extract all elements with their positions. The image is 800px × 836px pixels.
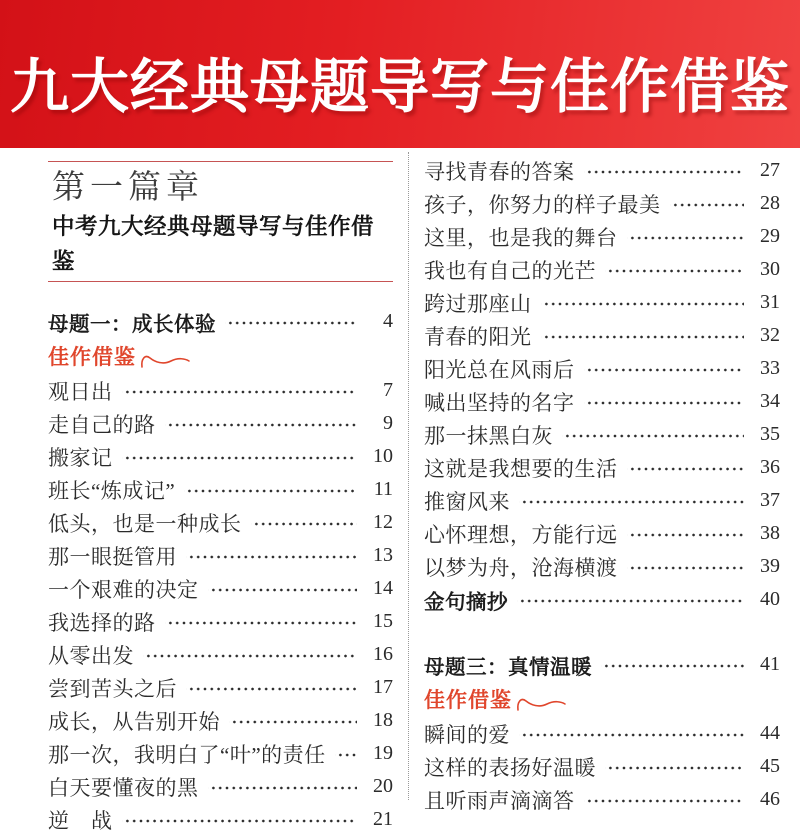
page-number: 16 [373, 643, 393, 665]
toc-entry-title: 心怀理想，方能行远 [424, 522, 618, 547]
toc-entry-title: 尝到苦头之后 [48, 676, 177, 701]
toc-entry [48, 704, 393, 737]
toc-entry-title: 走自己的路 [48, 412, 156, 437]
toc-entry-title: 金句摘抄 [424, 590, 508, 614]
dot-leader [229, 704, 357, 737]
toc-entry [424, 418, 780, 451]
toc-entry-title: 且听雨声滴滴答 [424, 788, 575, 813]
dot-leader [601, 648, 744, 681]
toc-entry [424, 550, 780, 583]
toc-entry [424, 717, 780, 750]
dot-leader [143, 638, 357, 671]
toc-entry [424, 253, 780, 286]
dot-leader [186, 671, 357, 704]
dot-leader [208, 572, 358, 605]
banner [0, 0, 800, 148]
dot-leader [627, 451, 745, 484]
toc-entry [48, 572, 393, 605]
toc-entry-title: 瞬间的爱 [424, 722, 510, 747]
dot-leader [186, 539, 357, 572]
toc-entry-title: 班长“炼成记” [48, 478, 176, 503]
toc-entry-title: 逆 战 [48, 808, 113, 833]
chapter-title: 第一篇章 [52, 170, 204, 206]
page-number: 39 [760, 555, 780, 577]
toc-entry-title: 这就是我想要的生活 [424, 456, 618, 481]
page-number: 19 [373, 742, 393, 764]
toc-entry [424, 385, 780, 418]
page-number: 12 [373, 511, 393, 533]
toc-entry [48, 770, 393, 803]
dot-leader [251, 506, 358, 539]
swash-icon [515, 694, 567, 712]
page-number: 44 [760, 722, 780, 744]
dot-leader [605, 750, 744, 783]
page-number: 35 [760, 423, 780, 445]
page-number: 9 [383, 412, 393, 434]
page-number: 17 [373, 676, 393, 698]
toc-right-column [424, 148, 780, 816]
dot-leader [122, 803, 358, 836]
toc-entry-title: 从零出发 [48, 643, 134, 668]
page-number: 10 [373, 445, 393, 467]
dot-leader [541, 319, 745, 352]
column-divider [408, 152, 409, 800]
page-number: 30 [760, 258, 780, 280]
dot-leader [208, 770, 358, 803]
page-number: 37 [760, 489, 780, 511]
toc-entry-title: 阳光总在风雨后 [424, 357, 575, 382]
page-number: 40 [760, 588, 780, 610]
toc-entry [48, 803, 393, 836]
dot-leader [670, 187, 745, 220]
page-number: 38 [760, 522, 780, 544]
toc-entry-title: 成长，从告别开始 [48, 709, 220, 734]
page-number: 11 [373, 478, 393, 500]
toc-entry [424, 154, 780, 187]
dot-leader [517, 583, 744, 616]
toc-entry [424, 286, 780, 319]
dot-leader [519, 717, 744, 750]
toc-entry-title: 喊出坚持的名字 [424, 390, 575, 415]
page-number: 13 [373, 544, 393, 566]
toc-entry-title: 那一抹黑白灰 [424, 423, 553, 448]
chapter-subtitle: 中考九大经典母题导写与佳作借鉴 [52, 214, 375, 274]
toc-entry [424, 750, 780, 783]
toc-entry [48, 506, 393, 539]
toc-entries-left [48, 305, 393, 836]
toc-entry [48, 407, 393, 440]
toc-entry [424, 648, 780, 681]
toc-entry-title: 我也有自己的光芒 [424, 258, 596, 283]
toc-entry [48, 440, 393, 473]
subsection-label: 佳作借鉴 [424, 689, 512, 712]
banner-title: 九大经典母题导写与佳作借鉴 [9, 53, 790, 120]
toc-entry [424, 451, 780, 484]
toc-entry-title: 这里，也是我的舞台 [424, 225, 618, 250]
page-number: 27 [760, 159, 780, 181]
toc-entry-title: 母题一：成长体验 [48, 312, 216, 336]
dot-leader [165, 407, 358, 440]
dot-leader [541, 286, 745, 319]
toc-entry [48, 638, 393, 671]
page-number: 18 [373, 709, 393, 731]
toc-entry [48, 605, 393, 638]
toc-spacer [424, 616, 780, 648]
subsection-label-row [48, 338, 393, 374]
swash-icon [139, 351, 191, 369]
toc-entries-right [424, 154, 780, 816]
page-number: 21 [373, 808, 393, 830]
toc-entry-title: 一个艰难的决定 [48, 577, 199, 602]
toc-entry-title: 那一眼挺管用 [48, 544, 177, 569]
toc-entry-title: 白天要懂夜的黑 [48, 775, 199, 800]
page-number: 34 [760, 390, 780, 412]
page-number: 28 [760, 192, 780, 214]
toc-entry-title: 跨过那座山 [424, 291, 532, 316]
subsection-label: 佳作借鉴 [48, 346, 136, 369]
dot-leader [627, 517, 745, 550]
toc-entry-title: 孩子，你努力的样子最美 [424, 192, 661, 217]
red-rule-top [48, 161, 393, 162]
dot-leader [335, 737, 357, 770]
dot-leader [165, 605, 358, 638]
dot-leader [519, 484, 744, 517]
toc-entry [424, 220, 780, 253]
subsection-label-row [424, 681, 780, 717]
page-number: 33 [760, 357, 780, 379]
page-number: 31 [760, 291, 780, 313]
toc-entry-title: 母题三：真情温暖 [424, 655, 592, 679]
toc-entry [48, 539, 393, 572]
toc-entry [424, 783, 780, 816]
toc-entry [424, 484, 780, 517]
dot-leader [122, 440, 358, 473]
toc-entry-title: 以梦为舟，沧海横渡 [424, 555, 618, 580]
page-number: 46 [760, 788, 780, 810]
toc-entry [48, 737, 393, 770]
toc-entry-title: 观日出 [48, 379, 113, 404]
page-number: 45 [760, 755, 780, 777]
toc-entry [424, 583, 780, 616]
toc-entry [48, 671, 393, 704]
toc-entry-title: 低头，也是一种成长 [48, 511, 242, 536]
toc-entry [424, 319, 780, 352]
toc-entry-title: 这样的表扬好温暖 [424, 755, 596, 780]
page-number: 4 [383, 310, 393, 332]
dot-leader [184, 473, 357, 506]
dot-leader [122, 374, 358, 407]
dot-leader [584, 783, 745, 816]
dot-leader [627, 550, 745, 583]
dot-leader [584, 385, 745, 418]
toc-entry-title: 搬家记 [48, 445, 113, 470]
page-number: 7 [383, 379, 393, 401]
toc-entry-title: 寻找青春的答案 [424, 159, 575, 184]
toc-entry [48, 374, 393, 407]
toc-entry [48, 305, 393, 338]
toc-entry-title: 那一次，我明白了“叶”的责任 [48, 742, 326, 767]
dot-leader [584, 154, 745, 187]
page-number: 29 [760, 225, 780, 247]
page-number: 41 [760, 653, 780, 675]
dot-leader [605, 253, 744, 286]
dot-leader [562, 418, 744, 451]
toc-left-column [48, 148, 393, 836]
page-number: 32 [760, 324, 780, 346]
page-number: 15 [373, 610, 393, 632]
toc-entry [48, 473, 393, 506]
red-rule-bottom [48, 281, 393, 282]
page-number: 14 [373, 577, 393, 599]
toc-content [0, 148, 800, 833]
page-number: 20 [373, 775, 393, 797]
toc-entry-title: 推窗风来 [424, 489, 510, 514]
toc-entry-title: 我选择的路 [48, 610, 156, 635]
toc-entry [424, 352, 780, 385]
dot-leader [584, 352, 745, 385]
toc-entry [424, 517, 780, 550]
dot-leader [627, 220, 745, 253]
toc-entry [424, 187, 780, 220]
page-number: 36 [760, 456, 780, 478]
dot-leader [225, 305, 357, 338]
toc-entry-title: 青春的阳光 [424, 324, 532, 349]
chapter-header [48, 161, 393, 282]
